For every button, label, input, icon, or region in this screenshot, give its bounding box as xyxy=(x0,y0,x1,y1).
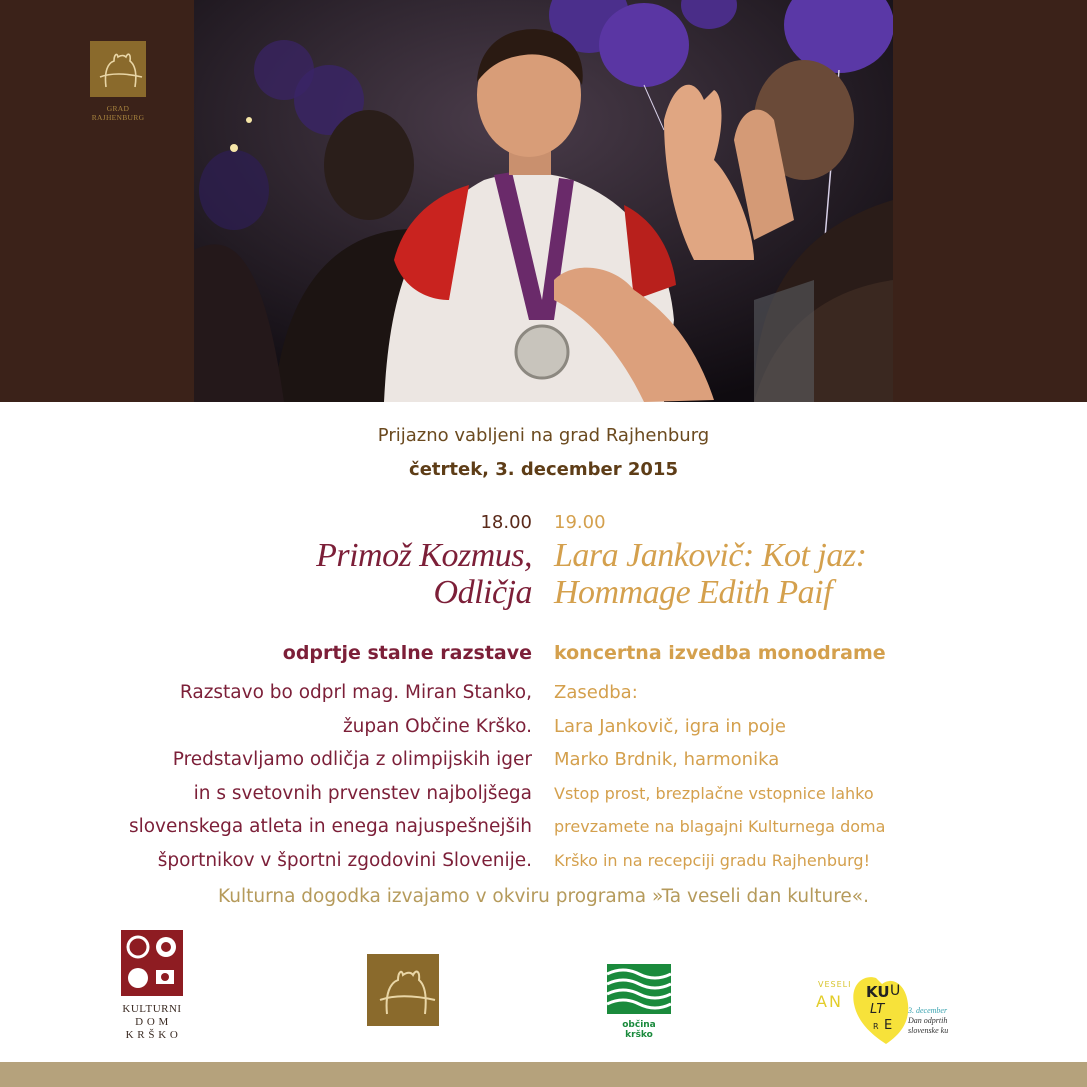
castle-cat-icon xyxy=(367,954,439,1026)
athlete-photo-illustration xyxy=(194,0,893,402)
left-body-line: in s svetovnih prvenstev najboljšega xyxy=(193,782,532,804)
obcina-krsko-waves-icon xyxy=(607,964,671,1014)
header-band xyxy=(0,0,1087,402)
grad-rajhenburg-logo xyxy=(90,41,146,97)
right-body-line: Marko Brdnik, harmonika xyxy=(554,749,780,770)
veseli-e-text: E xyxy=(884,1018,893,1033)
veseli-ku-text: KU xyxy=(866,983,890,1001)
bottom-bar xyxy=(0,1062,1087,1087)
kdk-text-line3: K R Š K O xyxy=(125,1029,179,1041)
castle-cat-icon xyxy=(90,41,146,97)
left-body-line: Razstavo bo odprl mag. Miran Stanko, xyxy=(179,682,532,703)
obcina-krsko-logo xyxy=(607,964,671,1040)
left-body-line: slovenskega atleta in enega najuspešnejših xyxy=(128,816,532,837)
right-body-line: prevzamete na blagajni Kulturnega doma xyxy=(554,817,886,836)
veseli-line3: slovenske ku xyxy=(908,1026,949,1035)
veseli-lt-text: LT xyxy=(870,1002,885,1017)
kdk-emblem-icon xyxy=(121,930,183,996)
veseli-date: 3. december xyxy=(908,1006,948,1015)
veseli-caption xyxy=(908,1006,948,1036)
right-title-line1: Lara Jankovič: Kot jaz: xyxy=(554,537,867,574)
logo-text-line2: RAJHENBURG xyxy=(91,113,145,122)
right-body-line: Zasedba: xyxy=(554,682,638,703)
left-body-line: Predstavljamo odličja z olimpijskih iger xyxy=(172,749,532,770)
event-date: četrtek, 3. december 2015 xyxy=(409,459,678,480)
right-event-time: 19.00 xyxy=(554,512,606,533)
veseli-line2: Dan odprtih xyxy=(908,1016,948,1025)
veseli-u-text: U xyxy=(890,983,901,999)
veseli-r-text: R xyxy=(873,1022,879,1031)
left-body-line: župan Občine Krško. xyxy=(342,715,532,737)
veseli-an-text: AN xyxy=(816,992,843,1011)
logo-caption xyxy=(82,104,154,122)
right-title-line2: Hommage Edith Paif xyxy=(554,574,833,611)
left-title-line2: Odličja xyxy=(433,574,532,611)
kdk-text-line1: KULTURNI xyxy=(122,1003,182,1015)
right-event-subtitle: koncertna izvedba monodrame xyxy=(554,642,886,664)
left-event-title xyxy=(316,537,532,611)
program-note: Kulturna dogodka izvajamo v okviru programa »Ta veseli dan kulture«. xyxy=(218,886,869,907)
logo-text-line1: GRAD xyxy=(106,104,130,113)
invite-line: Prijazno vabljeni na grad Rajhenburg xyxy=(377,425,710,446)
veseli-dan-kulture-logo xyxy=(816,976,956,1046)
veseli-top-text: VESELI xyxy=(818,980,852,989)
obcina-krsko-text: občina krško xyxy=(622,1020,656,1040)
kdk-text-line2: D O M xyxy=(135,1016,169,1028)
right-event-title xyxy=(554,537,866,611)
kulturni-dom-krsko-logo xyxy=(121,930,183,1042)
left-event-body xyxy=(129,676,532,877)
right-body-line: Krško in na recepciji gradu Rajhenburg! xyxy=(554,850,870,870)
right-event-body xyxy=(554,676,885,877)
right-body-line: Vstop prost, brezplačne vstopnice lahko xyxy=(554,783,874,803)
grad-rajhenburg-logo-small xyxy=(367,954,439,1026)
left-body-line: športnikov v športni zgodovini Slovenije. xyxy=(157,849,532,871)
event-photo xyxy=(194,0,893,402)
left-event-time: 18.00 xyxy=(480,512,532,533)
left-title-line1: Primož Kozmus, xyxy=(316,537,532,574)
left-event-subtitle: odprtje stalne razstave xyxy=(282,642,532,664)
right-body-line: Lara Jankovič, igra in poje xyxy=(554,715,786,737)
